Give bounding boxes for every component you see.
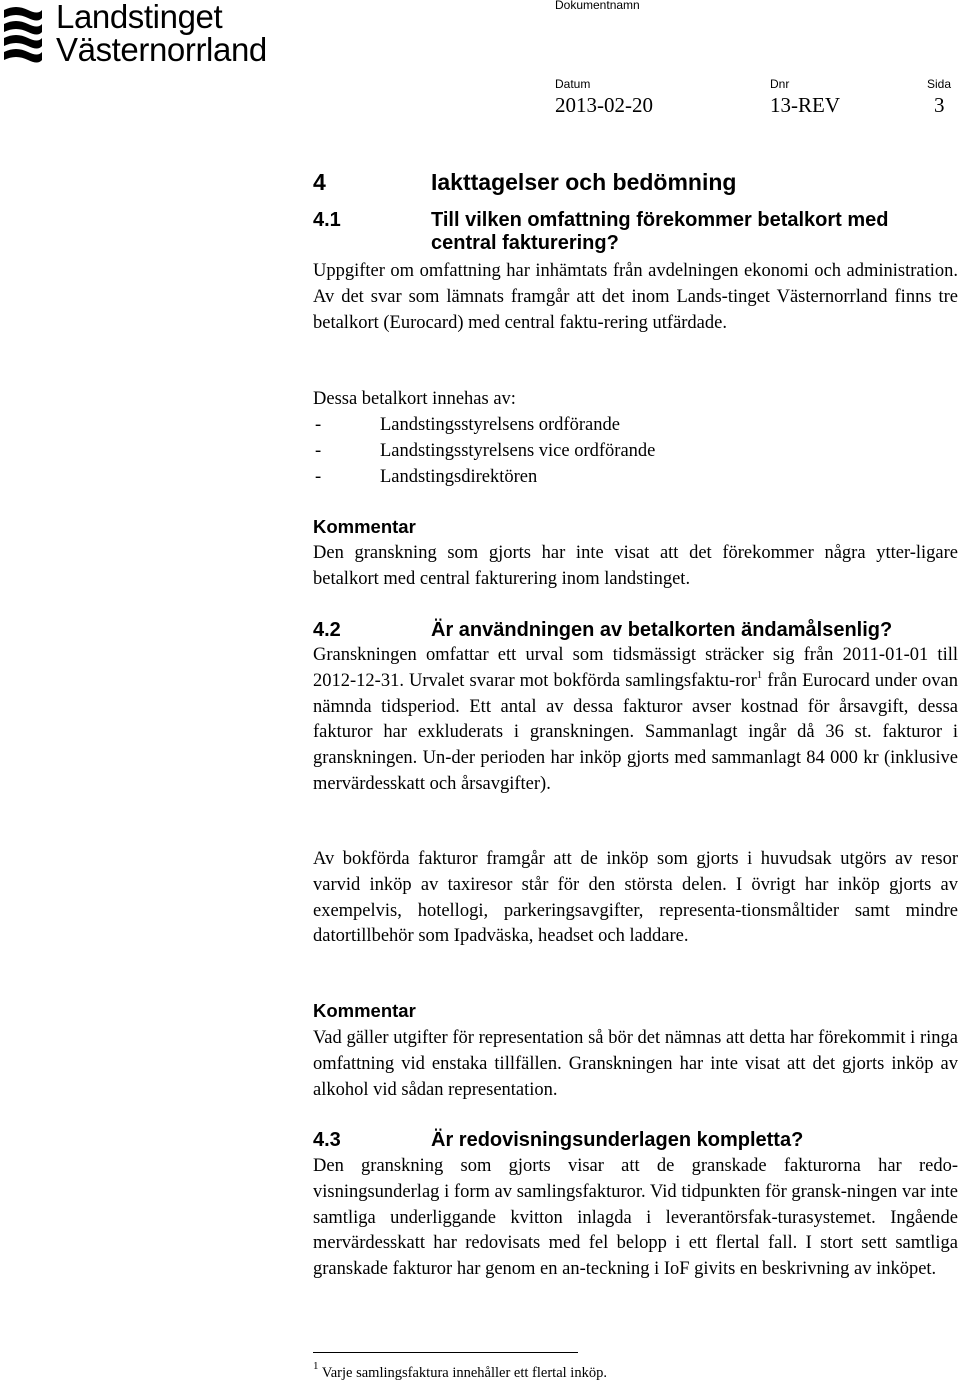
list-item-text: Landstingsstyrelsens vice ordförande [380,440,656,461]
comment-text: Den granskning som gjorts har inte visat att det förekommer några ytter-ligare betalkort med central fakturering inom landstinget. [313,543,958,589]
footnote-ref: 1 [756,668,763,681]
list-item: - Landstingsstyrelsens vice ordförande [315,440,656,461]
section-4-1-title-line1: Till vilken omfattning förekommer betalkort med [431,209,889,231]
logo-line2: Västernorrland [56,31,267,68]
section-4-2-number: 4.2 [313,619,341,641]
section-4-1-paragraph: Uppgifter om omfattning har inhämtats från avdelningen ekonomi och administration. Av det svar som lämnats framgår att det inom Lands-tinget Västernorrland finns tre betalkort (Eurocard) med central faktu-rering utfärdade. [313,261,958,333]
paragraph-text: Granskningen omfattar ett urval som tidsmässigt sträcker sig från 2011-01-01 till 2012-12-31. Urvalet svarar mot bokförda samlingsfaktu-ror [313,645,958,691]
list-item: - Landstingsdirektören [315,466,538,487]
dnr-value: 13-REV [770,93,840,117]
logo-wordmark [56,0,267,66]
footnote-divider [313,1352,578,1353]
document-name-label: Dokumentnamn [555,0,640,12]
date-label: Datum [555,77,591,91]
footnote-text: Varje samlingsfaktura innehåller ett flertal inköp. [321,1365,607,1381]
comment-heading: Kommentar [313,516,416,537]
section-4-3-number: 4.3 [313,1129,341,1151]
list-item: - Landstingsstyrelsens ordförande [315,415,620,435]
section-4-2-paragraph-2: Av bokförda fakturor framgår att de inköp som gjorts i huvudsak utgörs av resor varvid inköp av taxiresor står för den största delen. I övrigt har inköp gjorts av exempelvis, hotellogi, parkeringsavgifter, representa-tionsmåltider samt mindre datortillbehör som Ipadväska, headset och laddare. [313,849,958,947]
card-holders-list [313,413,655,490]
section-4-3-paragraph: Den granskning som gjorts visar att de granskade fakturorna har redo-visningsunderlag i form av samlingsfakturor. Vid tidpunkten för gransk-ningen var inte samtliga underliggande kvitton inlagda i leverantörsfak-turasystemet. Ingående mervärdesskatt har redovisats med fel belopp i ett flertal fall. I stort sett samtliga granskade fakturor har genom en an-teckning i IoF givits en beskrivning av inköpet. [313,1156,958,1280]
section-4-1-title [431,209,889,255]
list-item-text: Landstingsstyrelsens ordförande [380,415,620,435]
section-4-2-title: Är användningen av betalkorten ändamålsenlig? [431,619,893,641]
list-item-text: Landstingsdirektören [380,466,538,487]
comment-heading: Kommentar [313,1000,416,1021]
section-4-title: Iakttagelser och bedömning [431,169,737,195]
footnote-number: 1 [313,1360,319,1372]
page-number: 3 [934,93,945,117]
section-4-3-title: Är redovisningsunderlagen kompletta? [431,1129,804,1151]
section-4-2-paragraph-1 [313,643,958,798]
comment-text: Vad gäller utgifter för representation så bör det nämnas att detta har förekommit i ringa omfattning vid enstaka tillfällen. Granskningen har inte visat att det gjorts inköp av alkohol vid sådan representation. [313,1028,958,1100]
landstinget-logo-icon [2,2,44,64]
section-4-1-number: 4.1 [313,209,341,231]
card-holders-intro: Dessa betalkort innehas av: [313,389,516,409]
paragraph-text: från Eurocard under ovan nämnda tidsperiod. Ett antal av dessa fakturor avser kostnad för årsavgift, dessa fakturor har exkluderats i granskningen. Sammanlagt ingår då 36 st. fakturor i granskningen. Un-der perioden har inköp gjorts med sammanlagt 84 000 kr (inklusive mervärdesskatt och årsavgifter). [313,670,958,794]
footnote [313,1360,607,1382]
date-value: 2013-02-20 [555,93,653,117]
section-4-1-title-line2: central fakturering? [431,232,619,254]
dnr-label: Dnr [770,77,790,91]
section-4-number: 4 [313,169,326,195]
logo-line1: Landstinget [56,0,223,35]
page-label: Sida [927,77,952,91]
